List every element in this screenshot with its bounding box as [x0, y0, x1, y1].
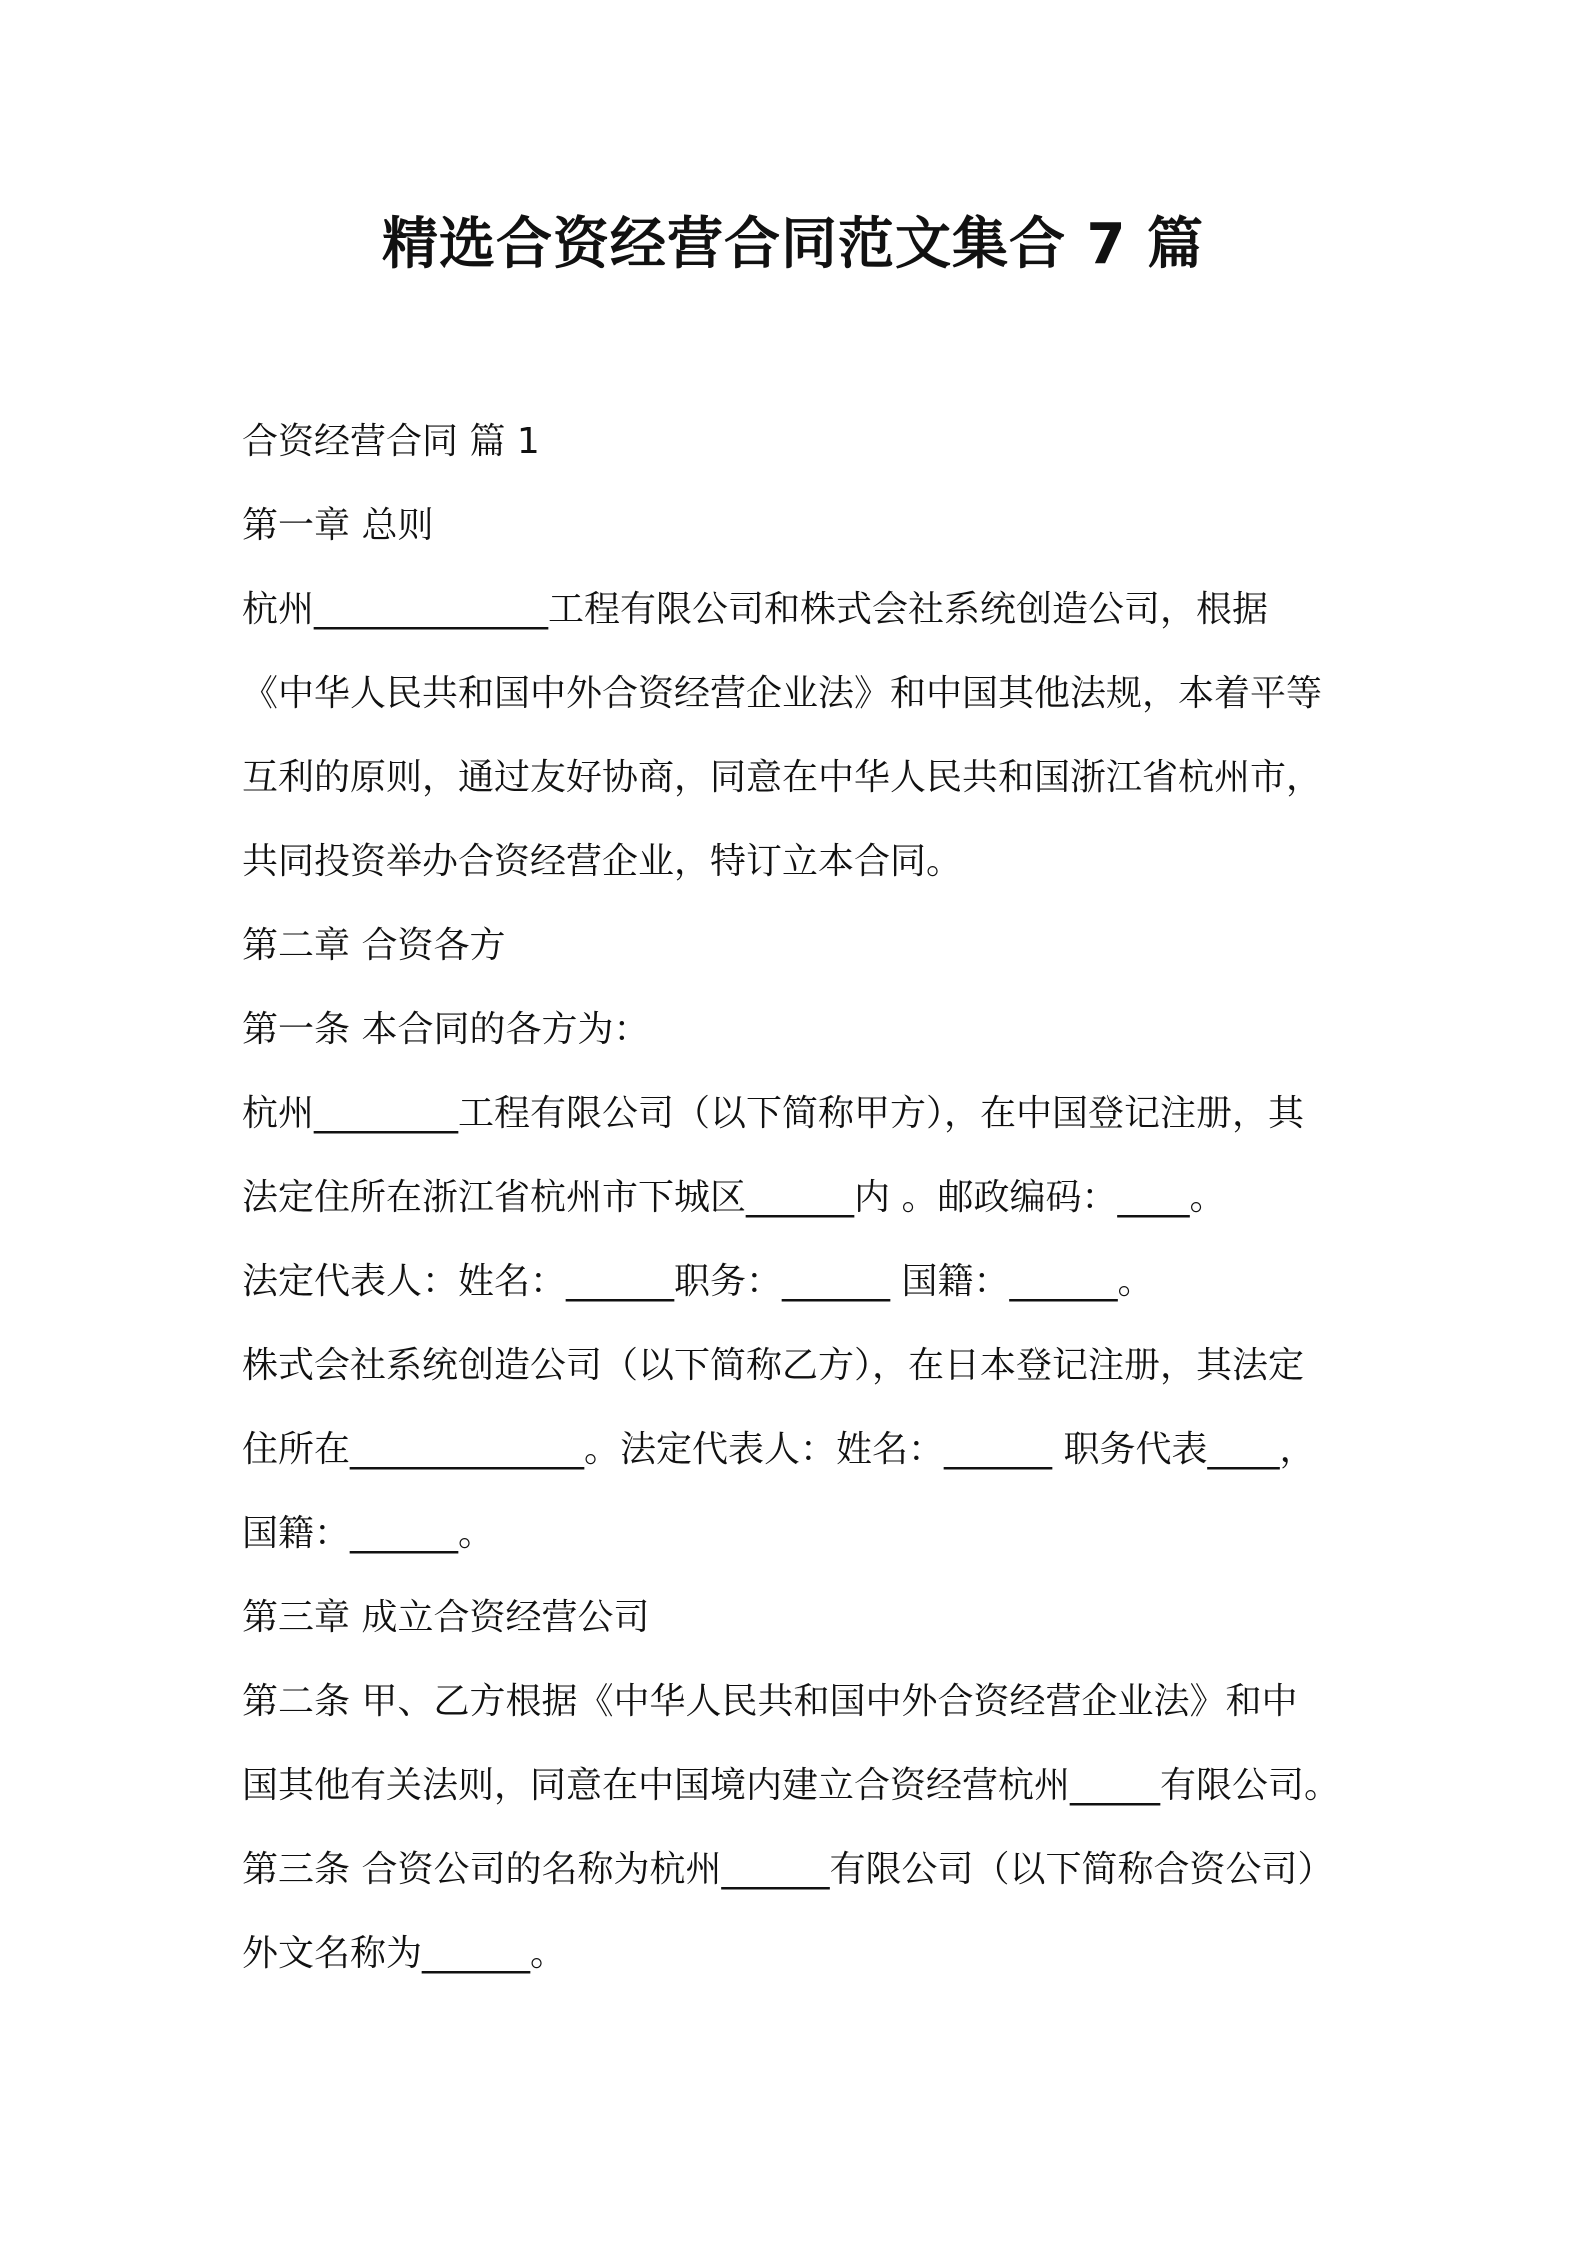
paragraph-line: 株式会社系统创造公司（以下简称乙方），在日本登记注册，其法定 [242, 1345, 1305, 1386]
paragraph-line: 共同投资举办合资经营企业，特订立本合同。 [242, 841, 963, 882]
paragraph-line: 法定住所在浙江省杭州市下城区______内 。邮政编码：____。 [242, 1177, 1226, 1218]
document-body [242, 400, 1362, 1996]
article-line: 第三条 合资公司的名称为杭州______有限公司（以下简称合资公司） [242, 1849, 1334, 1890]
paragraph-line: 《中华人民共和国中外合资经营企业法》和中国其他法规，本着平等 [242, 673, 1323, 714]
paragraph-line: 杭州________工程有限公司（以下简称甲方），在中国登记注册，其 [242, 1093, 1305, 1134]
paragraph-line: 外文名称为______。 [242, 1933, 567, 1974]
article-line: 第一条 本合同的各方为： [242, 1009, 650, 1050]
article-line: 第二条 甲、乙方根据《中华人民共和国中外合资经营企业法》和中 [242, 1681, 1298, 1722]
chapter-heading: 第一章 总则 [242, 505, 434, 546]
paragraph-line: 国籍：______。 [242, 1513, 495, 1554]
section-heading: 合资经营合同 篇 1 [242, 421, 540, 462]
chapter-heading: 第三章 成立合资经营公司 [242, 1597, 650, 1638]
paragraph-line: 住所在_____________。法定代表人：姓名：______ 职务代表____， [242, 1429, 1316, 1470]
paragraph-line: 国其他有关法则，同意在中国境内建立合资经营杭州_____有限公司。 [242, 1765, 1341, 1806]
document-title: 精选合资经营合同范文集合 7 篇 [382, 212, 1204, 277]
paragraph-line: 互利的原则，通过友好协商，同意在中华人民共和国浙江省杭州市， [242, 757, 1323, 798]
paragraph-line: 法定代表人：姓名：______职务：______ 国籍：______。 [242, 1261, 1154, 1302]
paragraph-line: 杭州_____________工程有限公司和株式会社系统创造公司，根据 [242, 589, 1269, 630]
chapter-heading: 第二章 合资各方 [242, 925, 506, 966]
